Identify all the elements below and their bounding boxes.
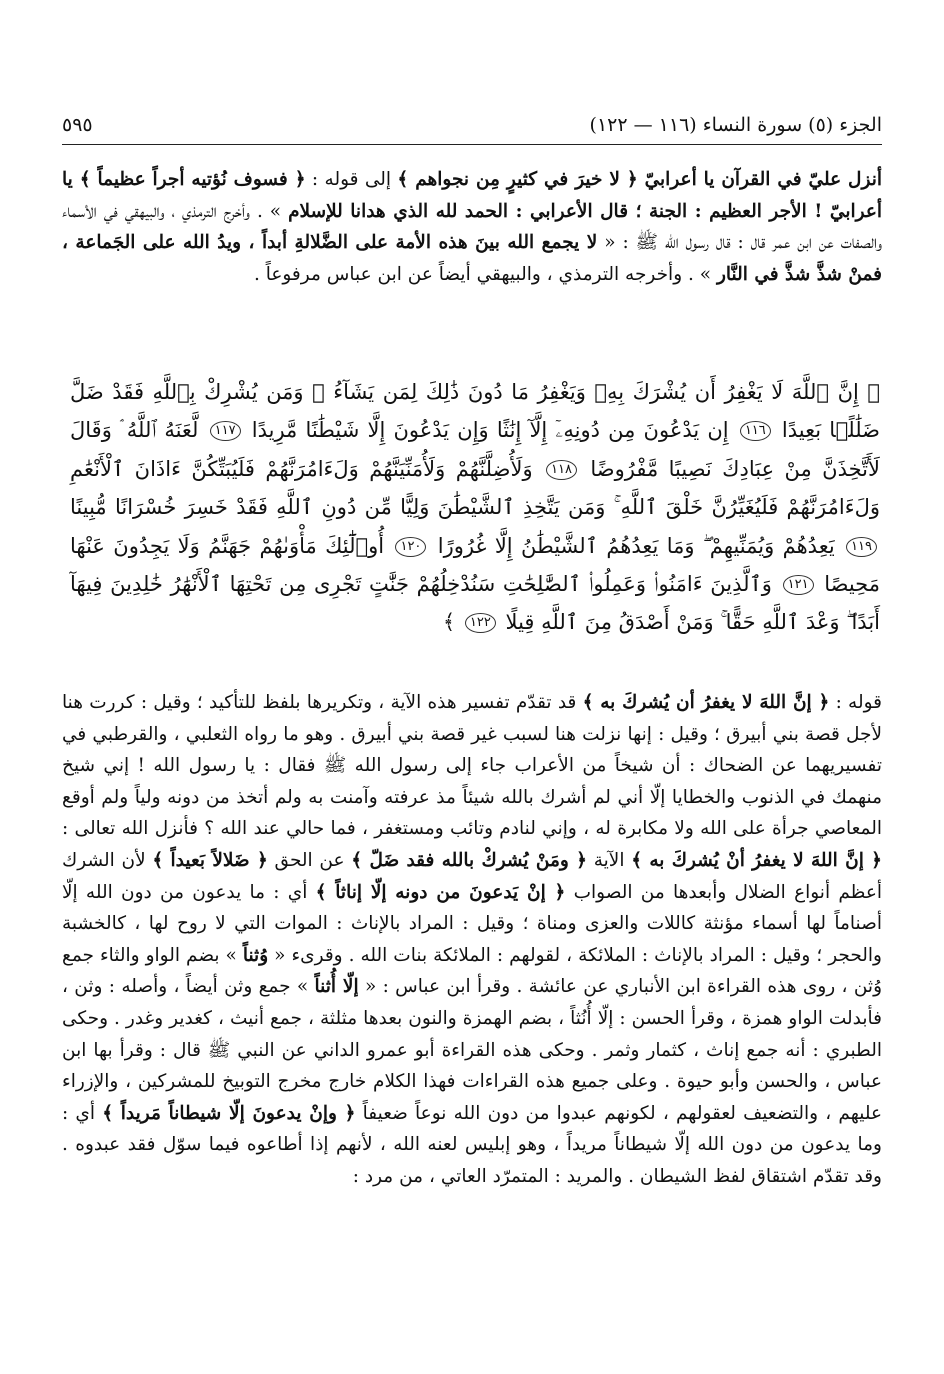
commentary-quote-span: ﴿ ضَلالاً بَعيداً ﴾ xyxy=(152,849,268,871)
commentary-text-span: » جمع وثن أيضاً ، وأصله : وثن ، فأبدلت الواو همزة ، وقرأ الحسن : إلّا أُنُثاً ، بضم الهمزة والنون بعدها مثلثة ، جمع أنيث ، كغدير وغدر . وحكى الطبري : أنه جمع إناث ، كثمار وثمر . وحكى هذه القراءة أبو عمرو الداني عن النبي ﷺ قال : وقرأ بها ابن عباس ، والحسن وأبو حيوة . وعلى جميع هذه القراءات فهذا الكلام خارج مخرج التوبيخ للمشركين ، والإزراء عليهم ، والتضعيف لعقولهم ، لكونهم عبدوا من دون الله نوعاً ضعيفاً xyxy=(62,976,882,1124)
verse-text: ﴿ إِنَّ ٱللَّهَ لَا يَغْفِرُ أَن يُشْرَكَ بِهِۦ وَيَغْفِرُ مَا دُونَ ذَٰلِكَ لِمَن يَشَآءُ ۚ وَمَن يُشْرِكْ بِٱللَّهِ فَقَدْ ضَلَّ ضَلَٰلًۢا بَعِيدًا xyxy=(70,380,880,443)
commentary-quote-span: ﴿ إنَّ اللهَ لا يغفرُ أنْ يُشركَ به ﴾ xyxy=(631,849,882,871)
commentary-quote-span: ﴿ وإنْ يدعونَ إلّا شيطاناً مَريداً ﴾ xyxy=(102,1102,356,1124)
commentary-quote-span: وُثناً xyxy=(242,944,269,966)
commentary-paragraph xyxy=(62,687,882,1193)
verse-text: وَٱلَّذِينَ ءَامَنُوا۟ وَعَمِلُوا۟ ٱلصَّٰلِحَٰتِ سَنُدْخِلُهُمْ جَنَّٰتٍ تَجْرِى مِن تَحْتِهَا ٱلْأَنْهَٰرُ خَٰلِدِينَ فِيهَآ أَبَدًا ۖ وَعْدَ ٱللَّهِ حَقًّا ۚ وَمَنْ أَصْدَقُ مِنَ ٱللَّهِ قِيلًا xyxy=(70,572,880,635)
verse-number-marker: ١٢٢ xyxy=(465,613,496,633)
verse-text: إِن يَدْعُونَ مِن دُونِهِۦٓ إِلَّآ إِنَٰثًا وَإِن يَدْعُونَ إِلَّا شَيْطَٰنًا مَّرِيدًا xyxy=(243,418,729,443)
verse-text: يَعِدُهُمْ وَيُمَنِّيهِمْ ۖ وَمَا يَعِدُهُمُ ٱلشَّيْطَٰنُ إِلَّا غُرُورًا xyxy=(429,533,835,558)
commentary-quote-span: إلّا أُثناً xyxy=(314,976,359,998)
running-title: الجزء (٥) سورة النساء (١١٦ — ١٢٢) xyxy=(589,114,882,136)
intro-text-span: إلى قوله : xyxy=(305,169,398,190)
closing-bracket: ﴾ xyxy=(442,610,462,635)
verse-number-marker: ١١٧ xyxy=(210,421,241,441)
commentary-text-span: عن الحق xyxy=(267,849,352,871)
intro-paragraph xyxy=(62,164,882,290)
commentary-text-span: أي : وما يدعون من دون الله إلّا شيطاناً مريداً ، وهو إبليس لعنه الله ، لأنهم إذا أطاعوه فيما سوّل فقد عبدوه . وقد تقدّم اشتقاق لفظ الشيطان . والمريد : المتمرّد العاتي ، من مرد : xyxy=(62,1102,882,1187)
commentary-text-span: قوله : xyxy=(829,692,883,713)
verse-number-marker: ١١٦ xyxy=(740,421,771,441)
verse-number-marker: ١١٨ xyxy=(546,460,577,480)
verse-number-marker: ١٢٠ xyxy=(395,537,426,557)
commentary-text-span: أي : ما يدعون من دون الله إلّا أصناماً لها أسماء مؤنثة كاللات والعزى ومناة ؛ وقيل : المراد بالإناث : الموات التي لا روح لها ، كالخشبة والحجر ؛ وقيل : المراد بالإناث : الملائكة ، لقولهم : الملائكة بنات الله . وقرىء « xyxy=(62,881,882,966)
commentary-text-span: لأن الشرك أعظم أنواع الضلال وأبعدها من الصواب xyxy=(62,849,883,903)
page-number: ٥٩٥ xyxy=(62,114,93,136)
verse-text: وَلَأُضِلَّنَّهُمْ وَلَأُمَنِّيَنَّهُمْ وَلَءَامُرَنَّهُمْ فَلَيُبَتِّكُنَّ ءَاذَانَ ٱلْأَنْعَٰمِ وَلَءَامُرَنَّهُمْ فَلَيُغَيِّرُنَّ خَلْقَ ٱللَّهِ ۚ وَمَن يَتَّخِذِ ٱلشَّيْطَٰنَ وَلِيًّا مِّن دُونِ ٱللَّهِ فَقَدْ خَسِرَ خُسْرَانًا مُّبِينًا xyxy=(70,456,880,520)
commentary-quote-span: ﴿ إنَّ اللهَ لا يغفرُ أن يُشركَ به ﴾ xyxy=(582,692,830,713)
intro-quote-span: لا يجمع الله بينَ هذه الأمة على الضَّلالةِ أبداً ، ويدُ الله على الجَماعة ، فمنْ شذَّ شذَّ في النَّار xyxy=(62,232,882,285)
commentary-text-span: الآية xyxy=(586,849,632,871)
intro-quote-span: أنزل عليّ في القرآن يا أعرابيّ ﴿ لا خيرَ في كثيرٍ مِن نجواهم ﴾ xyxy=(397,169,882,190)
commentary-text-span: قد تقدّم تفسير هذه الآية ، وتكريرها بلفظ للتأكيد ؛ وقيل : كررت هنا لأجل قصة بني أبيرق ؛ وقيل : إنها نزلت هنا لسبب غير قصة بني أبيرق . وهو ما رواه الثعلبي ، والقرطبي في تفسيريهما عن الضحاك : أن شيخاً من الأعراب جاء إلى رسول الله ﷺ فقال : يا رسول الله ! إني شيخ منهمك في الذنوب والخطايا إلّا أني لم أشرك بالله شيئاً مذ عرفته وآمنت به ولم أتخذ من دونه ولياً ولم أوقع المعاصي جرأة على الله ولا مكابرة له ، وإني لنادم وتائب ومستغفر ، فما حالي عند الله ؟ فأنزل الله تعالى : xyxy=(62,692,882,840)
verse-text: أُو۟لَٰٓئِكَ مَأْوَىٰهُمْ جَهَنَّمُ وَلَا يَجِدُونَ عَنْهَا مَحِيصًا xyxy=(70,533,880,597)
intro-text-span: » . وأخرج الترمذي ، والبيهقي في الأسماء والصفات عن ابن عمر قال : قال رسول الله ﷺ : « xyxy=(62,200,883,254)
page-header xyxy=(62,112,882,142)
verse-number-marker: ١١٩ xyxy=(846,537,877,557)
header-rule xyxy=(62,144,882,145)
commentary-text-span: » بضم الواو والثاء جمع وُثن ، روى هذه القراءة ابن الأنباري عن عائشة . وقرأ ابن عباس : « xyxy=(62,944,882,998)
intro-text-span: » . وأخرجه الترمذي ، والبيهقي أيضاً عن ابن عباس مرفوعاً . xyxy=(253,263,717,285)
quran-verses-block xyxy=(70,373,880,642)
intro-quote-span: ﴿ فسوف نُؤتيه أجراً عظيماً ﴾ يا أعرابيّ ! الأجر العظيم : الجنة ؛ قال الأعرابي : الحمد لله الذي هدانا للإسلام xyxy=(62,169,883,222)
verse-number-marker: ١٢١ xyxy=(783,575,814,595)
verse-text: لَّعَنَهُ ٱللَّهُ ۘ وَقَالَ لَأَتَّخِذَنَّ مِنْ عِبَادِكَ نَصِيبًا مَّفْرُوضًا xyxy=(70,418,880,481)
commentary-quote-span: ﴿ ومَنْ يُشركْ بالله فقد ضَلّ ﴾ xyxy=(351,849,587,871)
commentary-quote-span: ﴿ إنْ يَدعونَ من دونه إلّا إناثاً ﴾ xyxy=(315,881,566,903)
